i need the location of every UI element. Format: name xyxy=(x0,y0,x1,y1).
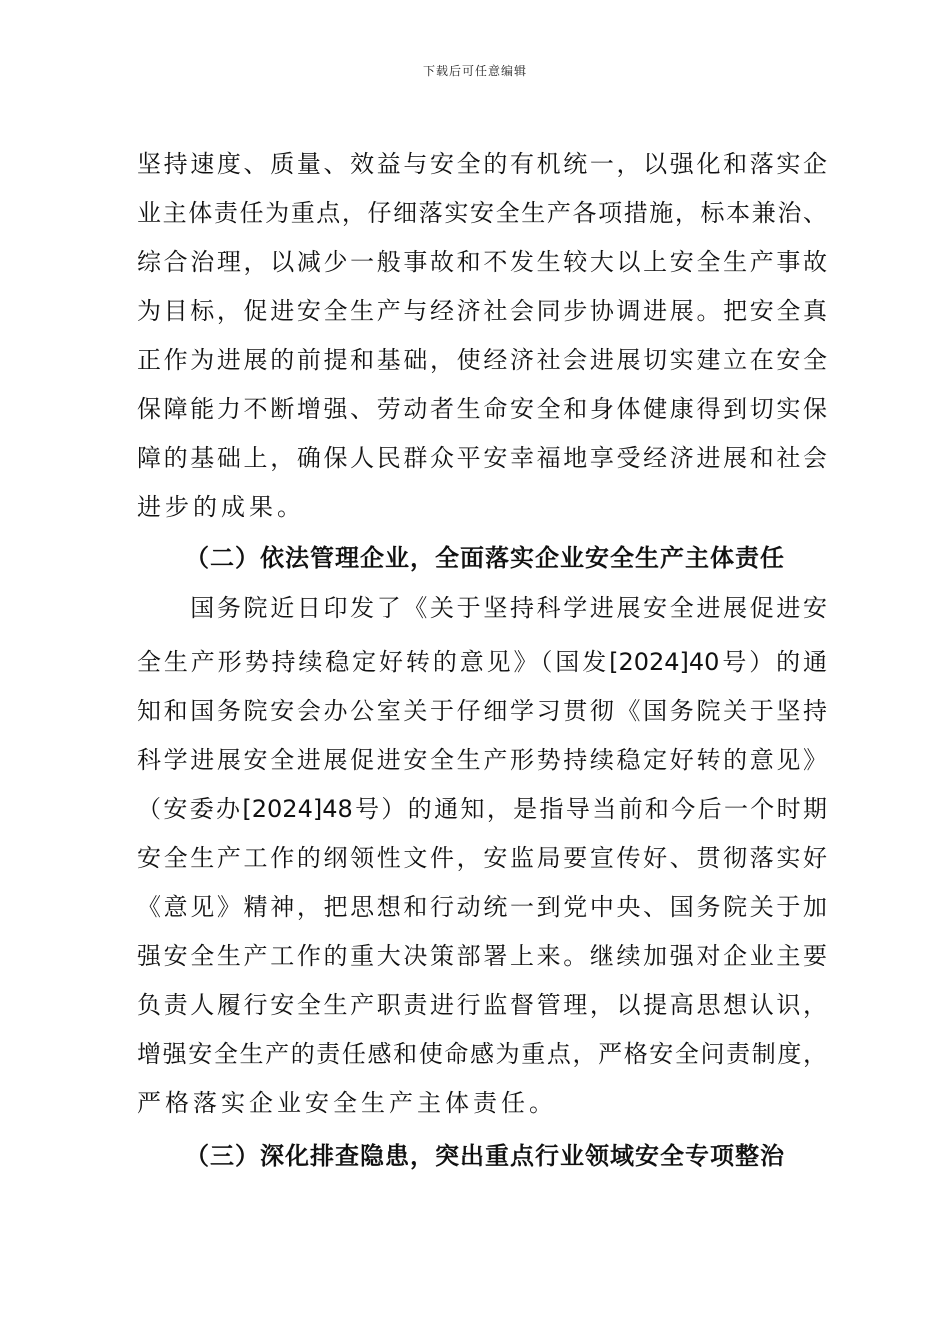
paragraph-line: 综合治理，以减少一般事故和不发生较大以上安全生产事故 xyxy=(137,248,827,276)
paragraph-line: （安委办[2024]48号）的通知，是指导当前和今后一个时期 xyxy=(137,795,827,823)
paragraph-line: 科学进展安全进展促进安全生产形势持续稳定好转的意见》 xyxy=(137,746,827,774)
paragraph-line: 坚持速度、质量、效益与安全的有机统一，以强化和落实企 xyxy=(137,150,827,178)
page-header: 下载后可任意编辑 xyxy=(422,64,527,78)
paragraph-line: 负责人履行安全生产职责进行监督管理，以提高思想认识， xyxy=(137,991,827,1019)
paragraph-line: 知和国务院安会办公室关于仔细学习贯彻《国务院关于坚持 xyxy=(137,697,827,725)
paragraph-line: 严格落实企业安全生产主体责任。 xyxy=(137,1089,557,1117)
paragraph-line: 正作为进展的前提和基础，使经济社会进展切实建立在安全 xyxy=(137,346,827,374)
paragraph-line: 增强安全生产的责任感和使命感为重点，严格安全问责制度， xyxy=(137,1040,827,1068)
paragraph-line: 为目标，促进安全生产与经济社会同步协调进展。把安全真 xyxy=(137,297,827,325)
section-heading-2: （二）依法管理企业，全面落实企业安全生产主体责任 xyxy=(185,544,785,572)
paragraph-line: 国务院近日印发了《关于坚持科学进展安全进展促进安 xyxy=(137,594,827,622)
section-heading-3: （三）深化排查隐患，突出重点行业领域安全专项整治 xyxy=(185,1142,785,1170)
paragraph-line: 障的基础上，确保人民群众平安幸福地享受经济进展和社会 xyxy=(137,444,827,472)
paragraph-line: 业主体责任为重点，仔细落实安全生产各项措施，标本兼治、 xyxy=(137,199,827,227)
paragraph-line: 《意见》精神，把思想和行动统一到党中央、国务院关于加 xyxy=(137,893,827,921)
paragraph-line: 强安全生产工作的重大决策部署上来。继续加强对企业主要 xyxy=(137,942,827,970)
paragraph-line: 安全生产工作的纲领性文件，安监局要宣传好、贯彻落实好 xyxy=(137,844,827,872)
paragraph-line: 全生产形势持续稳定好转的意见》（国发[2024]40号）的通 xyxy=(137,648,827,676)
paragraph-line: 进步的成果。 xyxy=(137,493,305,521)
paragraph-line: 保障能力不断增强、劳动者生命安全和身体健康得到切实保 xyxy=(137,395,827,423)
